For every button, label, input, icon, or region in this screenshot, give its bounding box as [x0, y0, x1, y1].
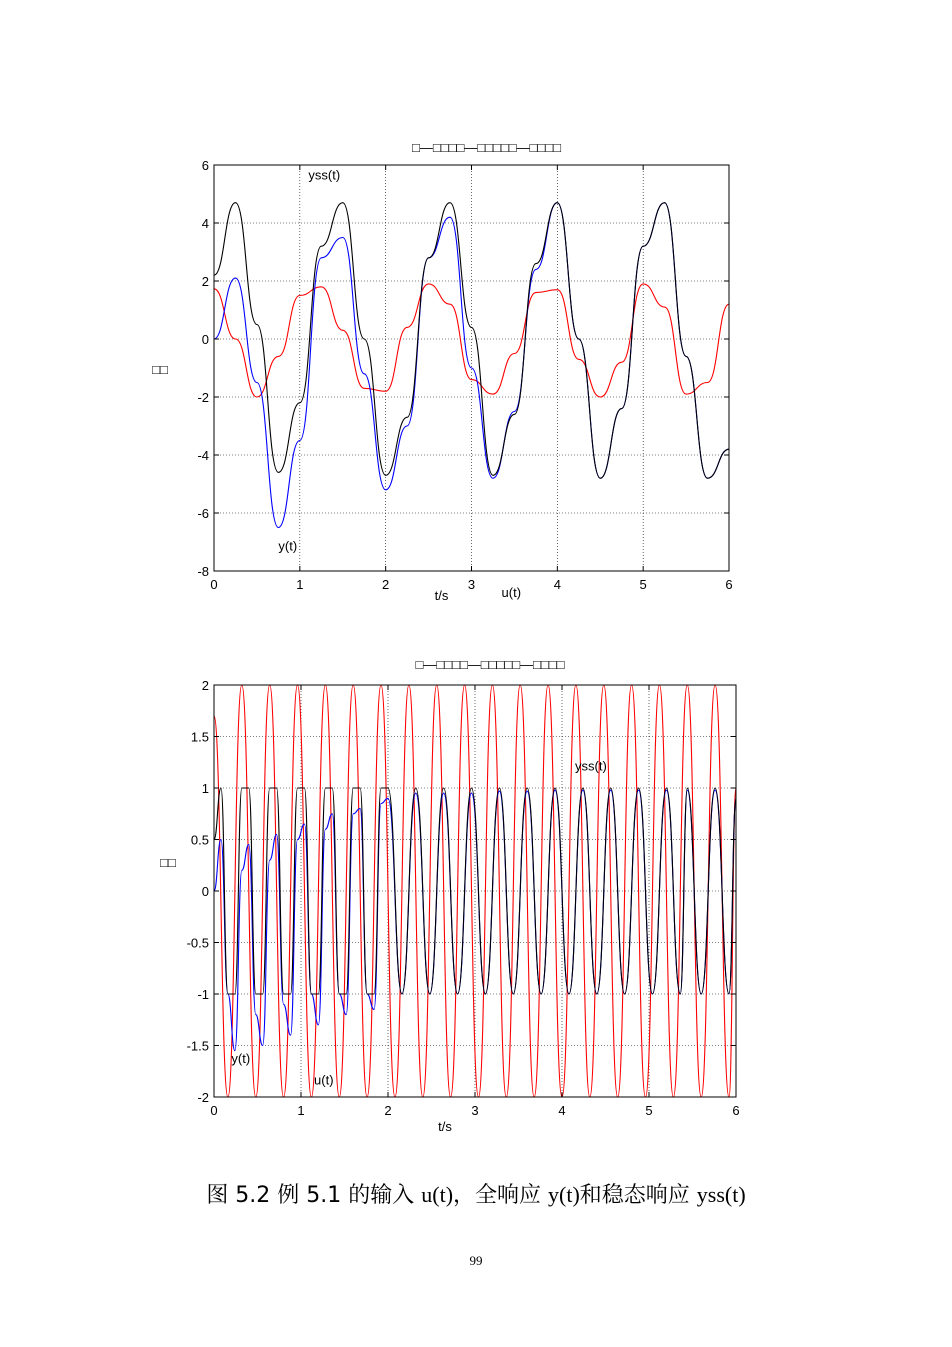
series-annotation: yss(t) — [308, 167, 341, 183]
x-axis-label: t/s — [434, 588, 449, 603]
y-tick-label: -1.5 — [186, 1038, 209, 1054]
y-tick-label: -6 — [197, 506, 209, 521]
series-annotation: y(t) — [231, 1051, 251, 1067]
y-tick-label: -1 — [197, 987, 209, 1002]
x-axis-label: t/s — [438, 1119, 452, 1134]
figure-caption: 图 5.2 例 5.1 的输入 u(t)，全响应 y(t)和稳态响应 yss(t) — [206, 1182, 746, 1208]
page-number: 99 — [469, 1253, 483, 1268]
x-tick-label: 4 — [553, 577, 561, 592]
y-tick-label: 1.5 — [190, 729, 209, 745]
y-tick-label: 4 — [201, 216, 209, 231]
y-tick-label: -8 — [197, 564, 209, 579]
x-tick-label: 0 — [210, 1103, 218, 1118]
y-tick-label: 0 — [201, 332, 209, 347]
y-tick-label: -2 — [197, 1090, 209, 1105]
x-tick-label: 5 — [645, 1103, 653, 1118]
x-tick-label: 2 — [382, 577, 390, 592]
x-tick-label: 2 — [384, 1103, 392, 1118]
y-axis-label: □□ — [152, 362, 168, 377]
y-tick-label: 6 — [201, 158, 209, 173]
x-tick-label: 6 — [725, 577, 733, 592]
series-annotation: u(t) — [314, 1072, 334, 1088]
x-tick-label: 3 — [471, 1103, 479, 1118]
y-tick-label: -4 — [197, 448, 209, 463]
series-annotation: yss(t) — [575, 758, 607, 774]
x-tick-label: 0 — [210, 577, 218, 592]
chart-title: □—□□□□—□□□□□—□□□□ — [412, 140, 561, 155]
y-tick-label: -2 — [197, 390, 209, 405]
y-tick-label: -0.5 — [186, 935, 209, 951]
x-tick-label: 1 — [296, 577, 304, 592]
x-tick-label: 5 — [639, 577, 647, 592]
y-axis-label: □□ — [160, 855, 176, 870]
x-tick-label: 6 — [732, 1103, 740, 1118]
chart-title: □—□□□□—□□□□□—□□□□ — [415, 657, 565, 672]
y-tick-label: 2 — [201, 678, 209, 693]
series-annotation: y(t) — [278, 538, 298, 554]
x-tick-label: 3 — [467, 577, 476, 592]
y-tick-label: 2 — [201, 274, 209, 289]
y-tick-label: 1 — [201, 781, 209, 796]
y-tick-label: 0 — [201, 884, 209, 899]
series-annotation: u(t) — [501, 585, 522, 601]
y-tick-label: 0.5 — [190, 832, 209, 848]
x-tick-label: 4 — [558, 1103, 566, 1118]
x-tick-label: 1 — [297, 1103, 305, 1118]
